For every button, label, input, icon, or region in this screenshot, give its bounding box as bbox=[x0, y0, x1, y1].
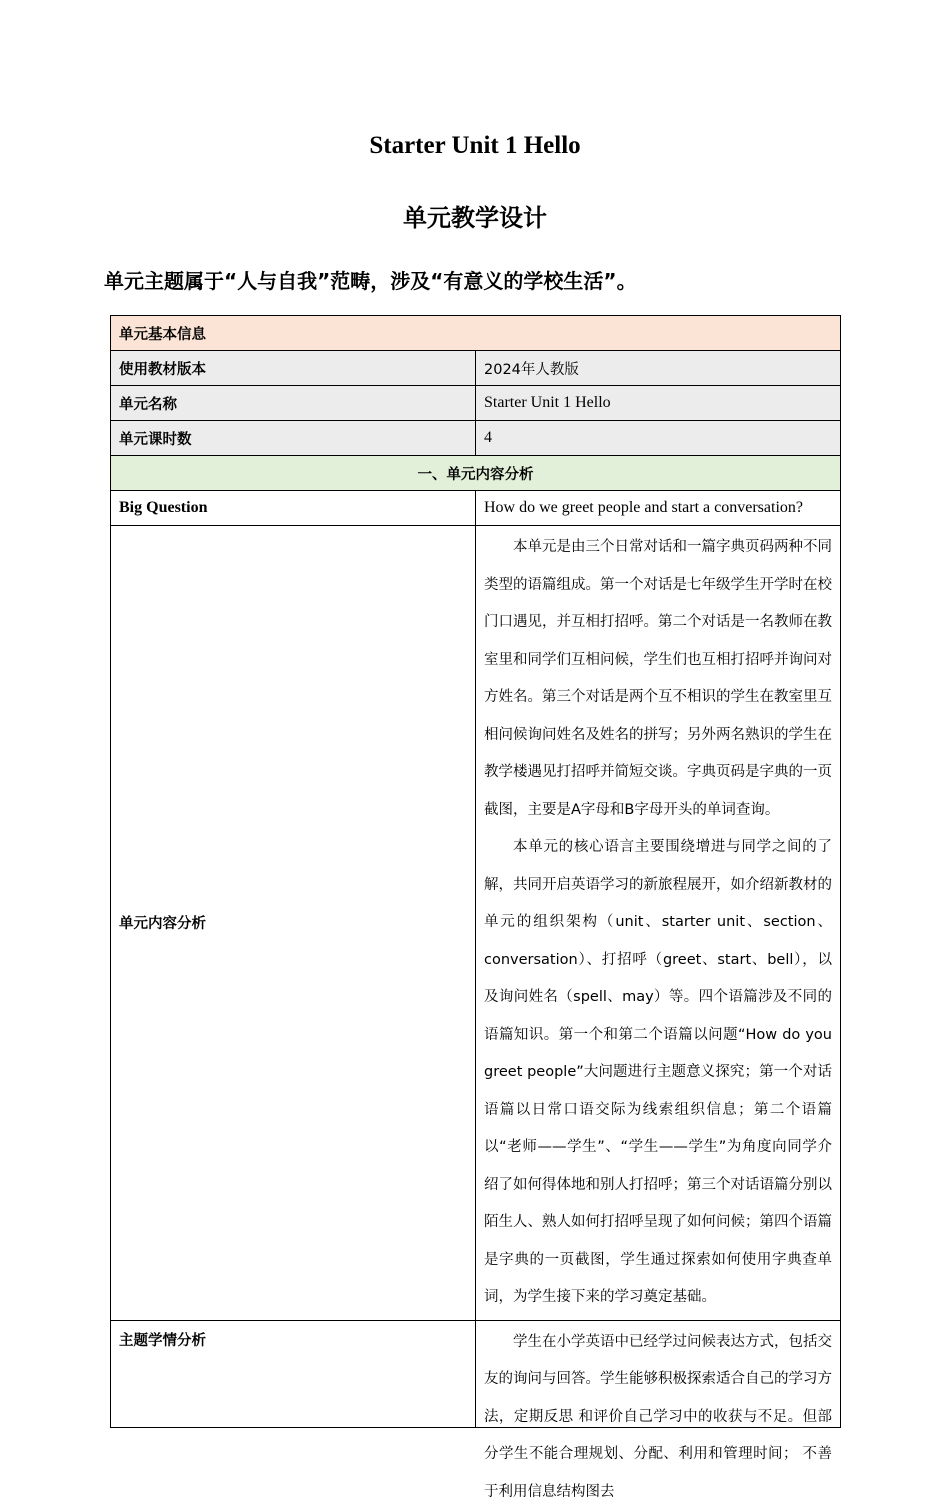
edition-label: 使用教材版本 bbox=[111, 351, 476, 386]
unit-name-value: Starter Unit 1 Hello bbox=[476, 386, 841, 421]
students-paragraph-1: 学生在小学英语中已经学过问候表达方式，包括交友的询问与回答。学生能够积极探索适合自己的学习方法，定期反思 和评价自己学习中的收获与不足。但部分学生不能合理规划、分配、利用和管理时间； 不善于利用信息结构图去 bbox=[484, 1324, 832, 1511]
edition-value: 2024年人教版 bbox=[476, 351, 841, 386]
unit-design-table bbox=[110, 315, 841, 1428]
students-analysis-label: 主题学情分析 bbox=[111, 1320, 476, 1427]
basic-info-header: 单元基本信息 bbox=[111, 316, 841, 351]
students-analysis-cell bbox=[476, 1320, 841, 1427]
content-paragraph-1: 本单元是由三个日常对话和一篇字典页码两种不同类型的语篇组成。第一个对话是七年级学生开学时在校门口遇见，并互相打招呼。第二个对话是一名教师在教室里和同学们互相问候，学生们也互相打招呼并询问对方姓名。第三个对话是两个互不相识的学生在教室里互相问候询问姓名及姓名的拼写；另外两名熟识的学生在教学楼遇见打招呼并简短交谈。字典页码是字典的一页截图，主要是A字母和B字母开头的单词查询。 bbox=[484, 529, 832, 829]
document-title: Starter Unit 1 Hello bbox=[0, 132, 950, 160]
big-question-value: How do we greet people and start a conversation? bbox=[476, 491, 841, 526]
hours-label: 单元课时数 bbox=[111, 421, 476, 456]
content-analysis-row bbox=[111, 526, 841, 1321]
section1-header-row bbox=[111, 456, 841, 491]
content-analysis-cell bbox=[476, 526, 841, 1321]
unit-theme-statement: 单元主题属于“人与自我”范畴，涉及“有意义的学校生活”。 bbox=[104, 265, 637, 294]
section1-header: 一、单元内容分析 bbox=[111, 456, 841, 491]
students-analysis-row bbox=[111, 1320, 841, 1427]
document-subtitle: 单元教学设计 bbox=[0, 198, 950, 233]
basic-info-header-row bbox=[111, 316, 841, 351]
edition-row bbox=[111, 351, 841, 386]
hours-row bbox=[111, 421, 841, 456]
unit-name-label: 单元名称 bbox=[111, 386, 476, 421]
hours-value: 4 bbox=[476, 421, 841, 456]
content-analysis-label: 单元内容分析 bbox=[111, 526, 476, 1321]
big-question-row bbox=[111, 491, 841, 526]
big-question-label: Big Question bbox=[111, 491, 476, 526]
content-paragraph-2: 本单元的核心语言主要围绕增进与同学之间的了解，共同开启英语学习的新旅程展开，如介绍新教材的单元的组织架构（unit、starter unit、section、conversation）、打招呼（greet、start、bell），以及询问姓名（spell、may）等。四个语篇涉及不同的语篇知识。第一个和第二个语篇以问题“How do you greet people”大问题进行主题意义探究；第一个对话语篇以日常口语交际为线索组织信息；第二个语篇以“老师——学生”、“学生——学生”为角度向同学介绍了如何得体地和别人打招呼；第三个对话语篇分别以陌生人、熟人如何打招呼呈现了如何问候；第四个语篇是字典的一页截图，学生通过探索如何使用字典查单词，为学生接下来的学习奠定基础。 bbox=[484, 829, 832, 1317]
unit-name-row bbox=[111, 386, 841, 421]
